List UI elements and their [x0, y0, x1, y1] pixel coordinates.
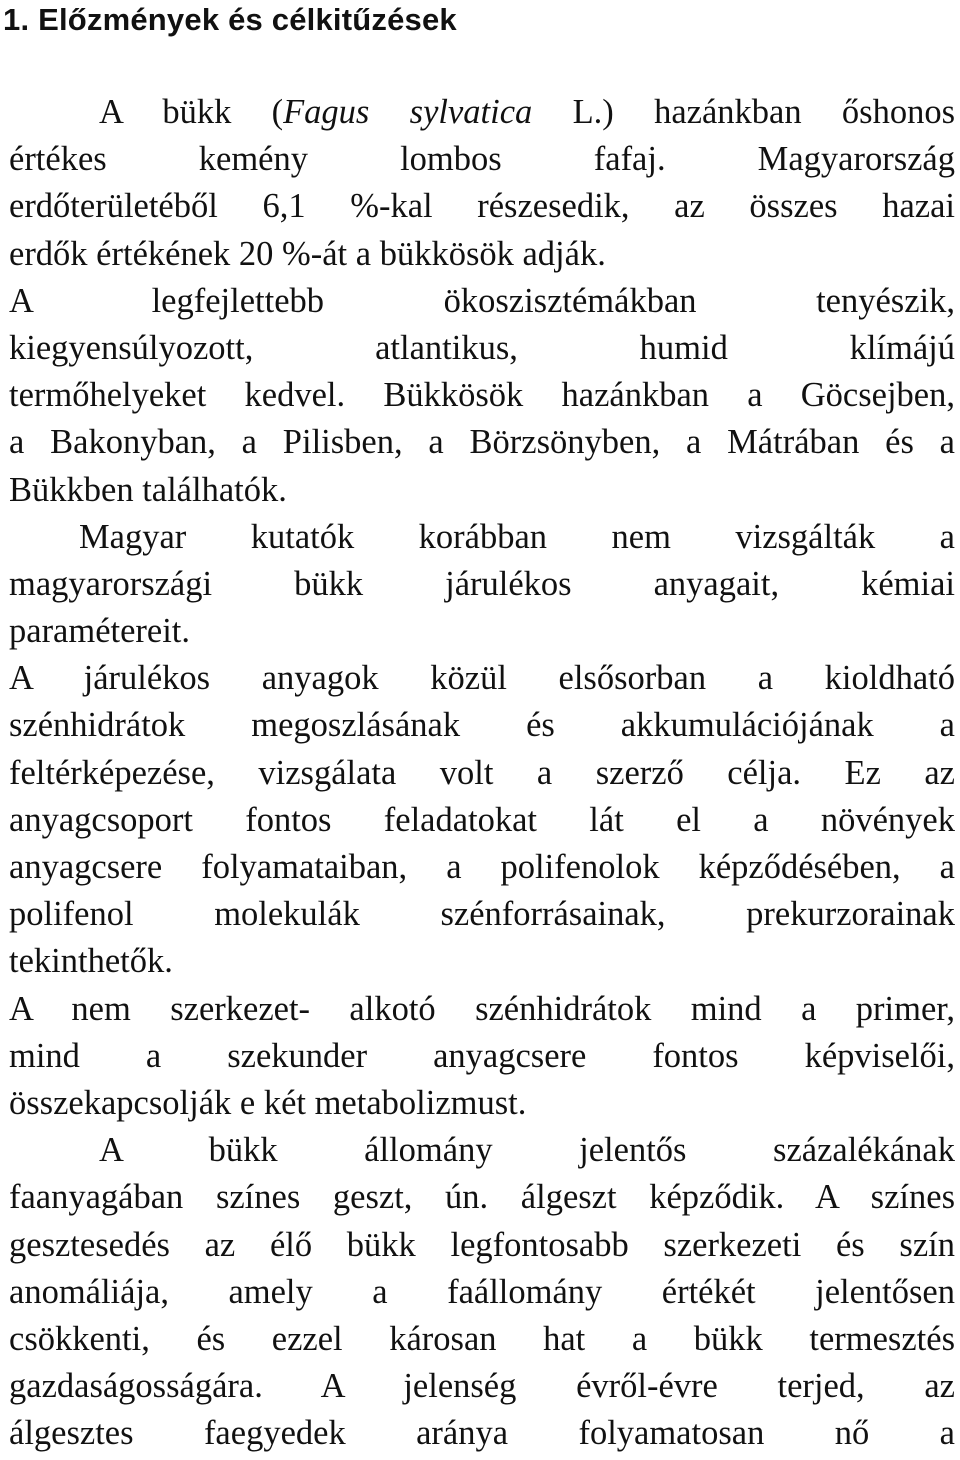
- text-line: anyagcsoport fontos feladatokat lát el a növények: [9, 800, 955, 839]
- text-line: A legfejlettebb ökoszisztémákban tenyészik,: [9, 281, 955, 320]
- text-line: A nem szerkezet- alkotó szénhidrátok mind a primer,: [9, 989, 955, 1028]
- latin-name: Fagus sylvatica: [283, 93, 533, 131]
- paragraph-4: [9, 986, 955, 1128]
- text-line: Magyar kutatók korábban nem vizsgálták a: [79, 517, 955, 556]
- paragraph-3: [9, 655, 955, 985]
- text-line: összekapcsolják e két metabolizmust.: [9, 1083, 527, 1122]
- text-line: mind a szekunder anyagcsere fontos képviselői,: [9, 1036, 955, 1075]
- text-segment: L.) hazánkban őshonos: [532, 93, 956, 131]
- section-heading: 1. Előzmények és célkitűzések: [3, 2, 457, 37]
- text-line: faanyagában színes geszt, ún. álgeszt képződik. A színes: [9, 1178, 955, 1217]
- document-page: [3, 0, 956, 1457]
- paragraph-2: [9, 514, 955, 656]
- text-line: gesztesedés az élő bükk legfontosabb szerkezeti és szín: [9, 1225, 955, 1264]
- text-line: feltérképezése, vizsgálata volt a szerző célja. Ez az: [9, 753, 955, 792]
- text-line: a Bakonyban, a Pilisben, a Börzsönyben, a Mátrában és a: [9, 423, 955, 462]
- text-line: paramétereit.: [9, 612, 191, 651]
- text-line: szénhidrátok megoszlásának és akkumulációjának a: [9, 706, 955, 745]
- text-segment: A bükk (: [99, 93, 284, 131]
- body-text: [9, 89, 955, 1457]
- text-line: anomáliája, amely a faállomány értékét jelentősen: [9, 1272, 955, 1311]
- text-line: álgesztes faegyedek aránya folyamatosan nő a: [9, 1414, 955, 1453]
- text-line: gazdaságosságára. A jelenség évről-évre terjed, az: [9, 1367, 955, 1406]
- text-line: [9, 89, 955, 136]
- text-line: erdők értékének 20 %-át a bükkösök adják.: [9, 234, 606, 273]
- text-line: polifenol molekulák szénforrásainak, prekurzorainak: [9, 895, 955, 934]
- paragraph-1: [9, 89, 955, 514]
- text-line: tekinthetők.: [9, 942, 173, 981]
- text-line: kiegyensúlyozott, atlantikus, humid klímájú: [9, 328, 955, 367]
- text-line: Bükkben találhatók.: [9, 470, 287, 509]
- text-line: csökkenti, és ezzel károsan hat a bükk termesztés: [9, 1319, 955, 1358]
- text-line: magyarországi bükk járulékos anyagait, kémiai: [9, 564, 955, 603]
- text-line: A járulékos anyagok közül elsősorban a kioldható: [9, 659, 955, 698]
- text-line: A bükk állomány jelentős százalékának: [99, 1131, 955, 1170]
- paragraph-5: [9, 1127, 955, 1457]
- text-line: erdőterületéből 6,1 %-kal részesedik, az összes hazai: [9, 187, 955, 226]
- text-line: értékes kemény lombos fafaj. Magyarország: [9, 140, 955, 179]
- text-line: anyagcsere folyamataiban, a polifenolok képződésében, a: [9, 848, 955, 886]
- text-line: termőhelyeket kedvel. Bükkösök hazánkban a Göcsejben,: [9, 376, 955, 415]
